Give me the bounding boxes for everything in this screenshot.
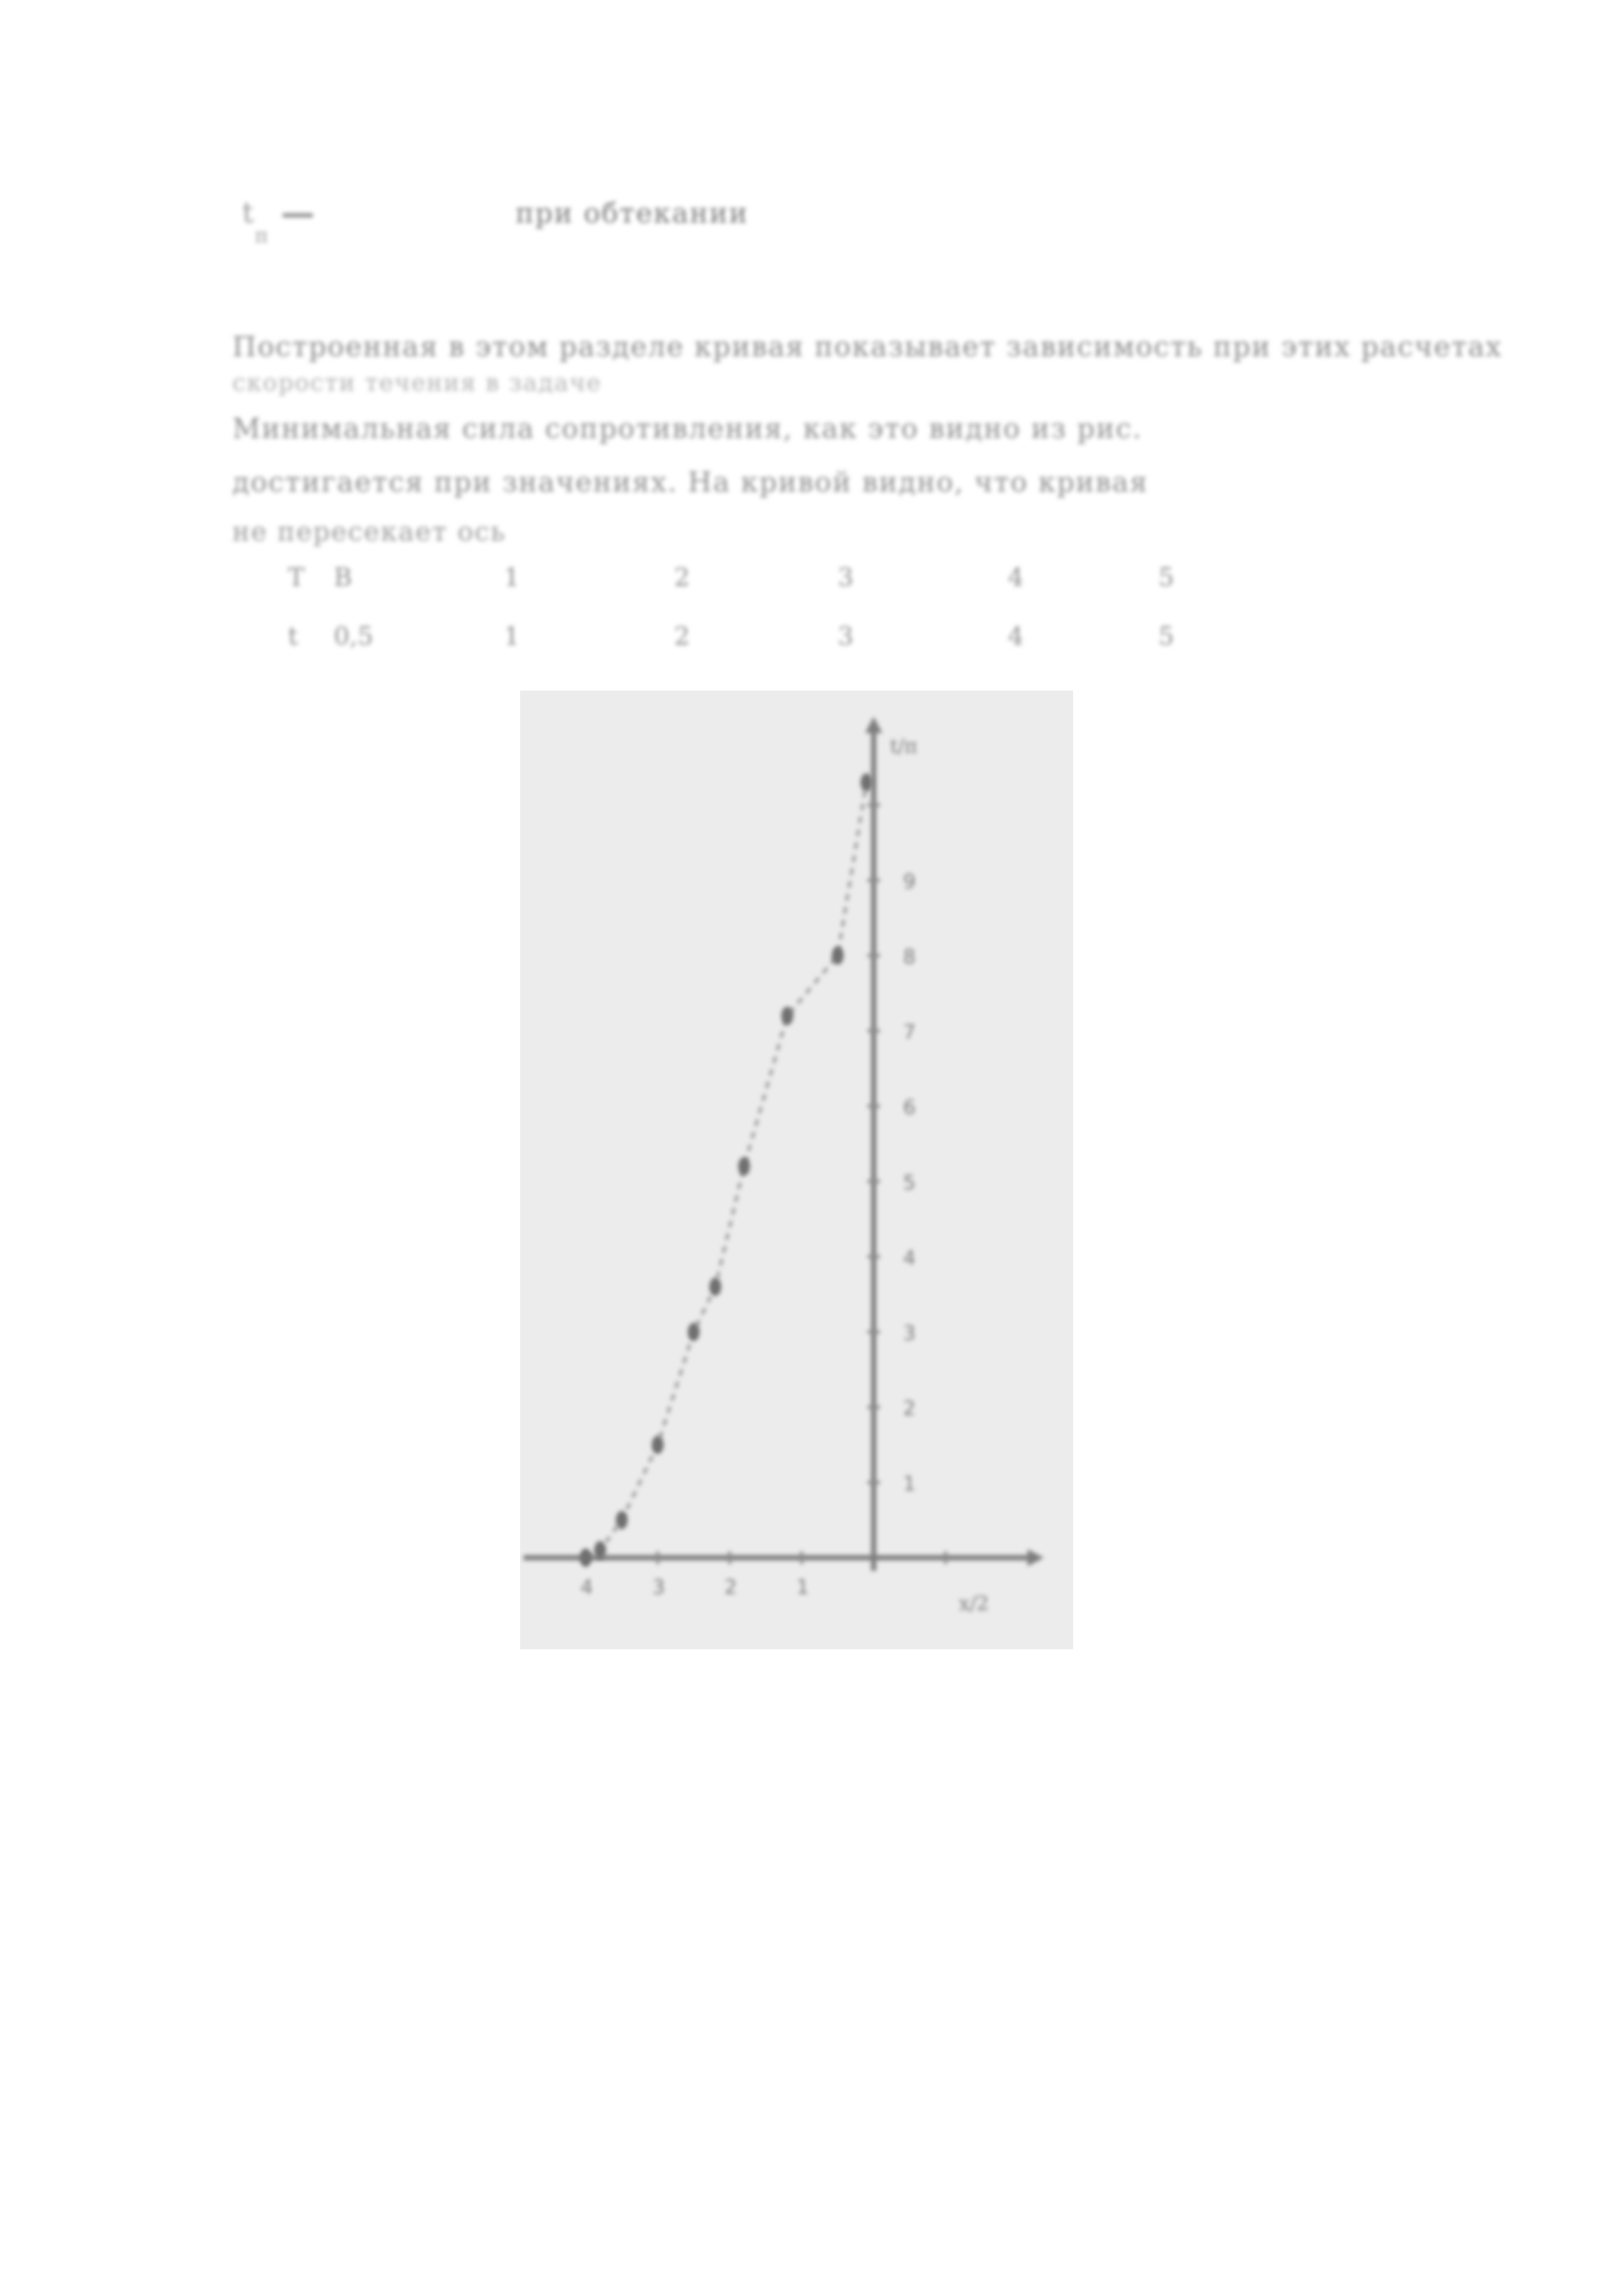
table-cell: 1: [504, 563, 520, 592]
data-point: [861, 774, 872, 792]
formula-bar: [283, 213, 313, 217]
tick-group: [586, 805, 946, 1564]
data-point: [688, 1323, 700, 1341]
x-tick-label: 4: [580, 1576, 594, 1599]
x-axis-arrow: [1027, 1549, 1044, 1566]
table-cell: В: [334, 563, 352, 592]
y-tick-label: 7: [903, 1021, 916, 1044]
y-tick-label: 8: [903, 946, 916, 969]
data-point: [832, 946, 844, 965]
paragraph-line-2: скорости течения в задаче: [232, 370, 602, 397]
table-cell: 5: [1158, 563, 1175, 592]
point-group: [580, 774, 872, 1568]
y-tick-label: 2: [903, 1397, 916, 1420]
curve-group: [586, 783, 866, 1558]
table-cell: 4: [1008, 563, 1024, 592]
data-point: [652, 1436, 664, 1454]
table-cell: 2: [674, 563, 690, 592]
table-cell: t: [288, 622, 298, 651]
paragraph-line-1: Построенная в этом разделе кривая показывает зависимость при этих расчетах: [232, 331, 1503, 363]
data-point: [738, 1157, 750, 1175]
label-group: [580, 735, 989, 1615]
table-cell: 5: [1158, 622, 1175, 651]
y-tick-label: 9: [903, 870, 916, 893]
y-axis-arrow: [865, 717, 882, 733]
x-tick-label: 1: [796, 1576, 810, 1599]
formula-words: при обтекании: [515, 197, 749, 229]
table-cell: 0,5: [334, 622, 374, 651]
table-cell: 3: [838, 622, 854, 651]
formula-subscript: п: [255, 224, 270, 247]
plot-axes: [524, 717, 1044, 1571]
series-curve: [586, 783, 866, 1558]
table-cell: 1: [504, 622, 520, 651]
y-tick-label: 4: [903, 1247, 916, 1270]
figure-plot: [520, 691, 1073, 1649]
table-cell: 4: [1008, 622, 1024, 651]
paragraph-line-4: достигается при значениях. На кривой видно, что кривая: [232, 466, 1149, 498]
formula-top: [242, 196, 749, 247]
data-point: [781, 1007, 793, 1025]
x-tick-label: 3: [652, 1576, 666, 1599]
formula-lhs: t: [242, 196, 255, 230]
y-tick-label: 3: [903, 1322, 916, 1345]
table-cell: 3: [838, 563, 854, 592]
x-axis-label: x/2: [959, 1592, 990, 1615]
data-point: [616, 1511, 628, 1530]
y-tick-label: 5: [903, 1172, 916, 1194]
paragraph-line-5: не пересекает ось: [232, 517, 507, 547]
plot-svg: [520, 691, 1073, 1649]
y-tick-label: 6: [903, 1096, 916, 1119]
paragraph-line-3: Минимальная сила сопротивления, как это видно из рис.: [232, 412, 1143, 444]
data-point: [594, 1541, 606, 1560]
y-tick-label: 1: [903, 1473, 916, 1496]
data-point: [709, 1278, 721, 1296]
y-axis-label: t/п: [890, 735, 918, 758]
table-cell: Т: [288, 563, 305, 592]
data-point: [580, 1549, 592, 1567]
x-tick-label: 2: [724, 1576, 738, 1599]
table-cell: 2: [674, 622, 690, 651]
